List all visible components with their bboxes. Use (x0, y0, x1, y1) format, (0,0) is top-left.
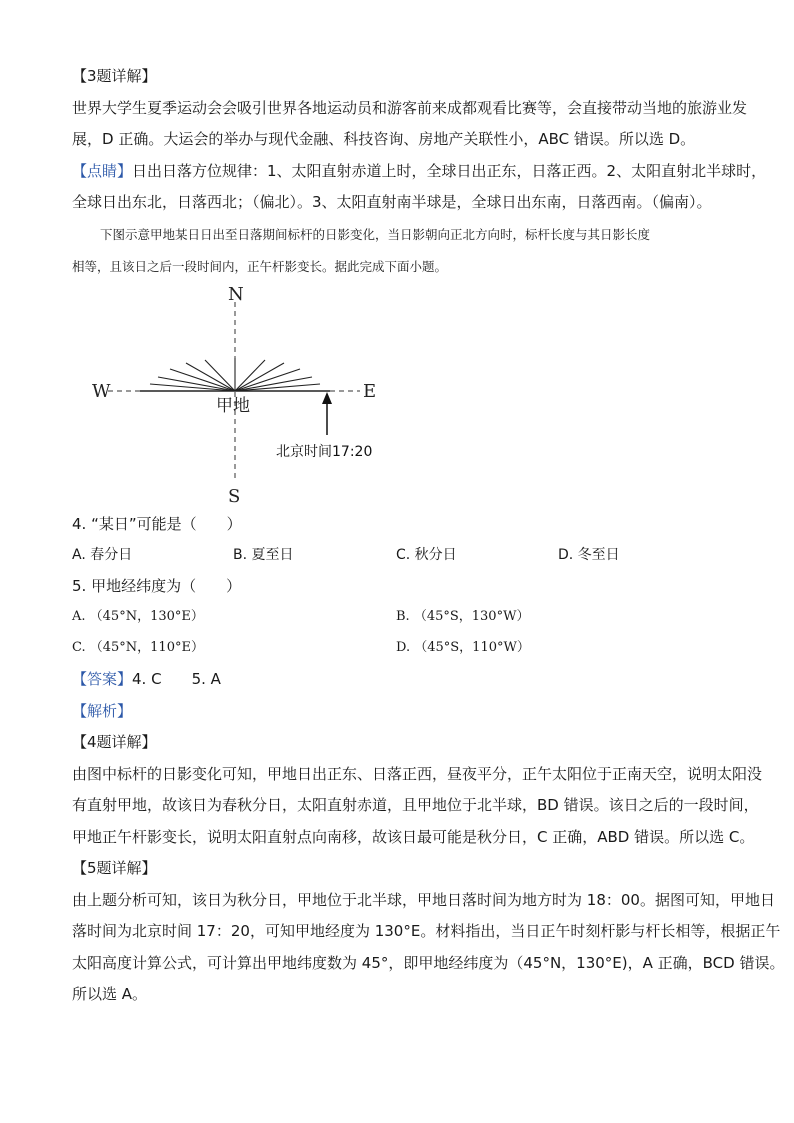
q3-detail-paragraph-line-2: 展，D 正确。大运会的举办与现代金融、科技咨询、房地产关联性小，ABC 错误。所以选 D。 (72, 130, 696, 148)
tip-line-2: 全球日出东北，日落西北；（偏北）。3、太阳直射南半球是，全球日出东南，日落西南。（偏南）。 (72, 193, 712, 211)
q5-option-d: D. （45°S，110°W） (396, 640, 530, 655)
analysis-label: 【解析】 (72, 702, 133, 720)
q4-detail-heading: 【4题详解】 (72, 733, 157, 751)
q3-detail-heading: 【3题详解】 (72, 67, 157, 85)
q5-option-b: B. （45°S，130°W） (396, 609, 530, 624)
q4-option-a: A. 春分日 (72, 547, 133, 563)
time-label: 北京时间17:20 (276, 444, 373, 460)
q5-detail-heading: 【5题详解】 (72, 859, 157, 877)
q4-detail-line-1: 由图中标杆的日影变化可知，甲地日出正东、日落正西，昼夜平分，正午太阳位于正南天空，说明太阳没 (72, 765, 763, 783)
q3-detail-paragraph-line-1: 世界大学生夏季运动会会吸引世界各地运动员和游客前来成都观看比赛等，会直接带动当地的旅游业发 (72, 99, 748, 117)
q5-detail-line-4: 所以选 A。 (72, 985, 148, 1003)
south-label: S (228, 486, 241, 505)
q5-detail-line-2: 落时间为北京时间 17：20，可知甲地经度为 130°E。材料指出，当日正午时刻杆影与杆长相等，根据正午 (72, 922, 781, 940)
answer-line (72, 669, 221, 689)
east-label: E (363, 381, 377, 402)
answer-label: 【答案】 (72, 670, 133, 688)
place-label: 甲地 (216, 396, 250, 416)
q5-stem: 5. 甲地经纬度为（ ） (72, 577, 242, 595)
q4-option-c: C. 秋分日 (396, 547, 457, 563)
tip-line-1 (72, 161, 766, 181)
q4-stem: 4. “某日”可能是（ ） (72, 515, 242, 533)
q5-option-a: A. （45°N，130°E） (72, 609, 204, 624)
q4-option-b: B. 夏至日 (233, 547, 294, 563)
shadow-diagram (80, 280, 400, 505)
north-label: N (228, 284, 244, 305)
sunset-arrow-head (322, 392, 332, 404)
tip-text-1: 日出日落方位规律：1、太阳直射赤道上时，全球日出正东，日落正西。2、太阳直射北半球时， (132, 162, 767, 180)
q4-option-d: D. 冬至日 (558, 547, 620, 563)
q4-detail-line-2: 有直射甲地，故该日为春秋分日，太阳直射赤道，且甲地位于北半球，BD 错误。该日之后的一段时间， (72, 796, 759, 814)
q4-detail-line-3: 甲地正午杆影变长，说明太阳直射点向南移，故该日最可能是秋分日，C 正确，ABD 错误。所以选 C。 (72, 828, 755, 846)
material-line-2: 相等，且该日之后一段时间内，正午杆影变长。据此完成下面小题。 (72, 259, 448, 274)
tip-label: 【点睛】 (72, 162, 133, 180)
q5-option-c: C. （45°N，110°E） (72, 640, 204, 655)
q5-detail-line-3: 太阳高度计算公式，可计算出甲地纬度数为 45°，即甲地经纬度为（45°N，130°E)，A 正确，BCD 错误。 (72, 954, 785, 972)
answer-value: 4. C 5. A (132, 670, 221, 688)
q5-detail-line-1: 由上题分析可知，该日为秋分日，甲地位于北半球，甲地日落时间为地方时为 18：00。据图可知，甲地日 (72, 891, 775, 909)
shadow-rays (150, 358, 320, 391)
west-label: W (92, 381, 111, 402)
material-line-1: 下图示意甲地某日日出至日落期间标杆的日影变化，当日影朝向正北方向时，标杆长度与其日影长度 (100, 227, 651, 242)
